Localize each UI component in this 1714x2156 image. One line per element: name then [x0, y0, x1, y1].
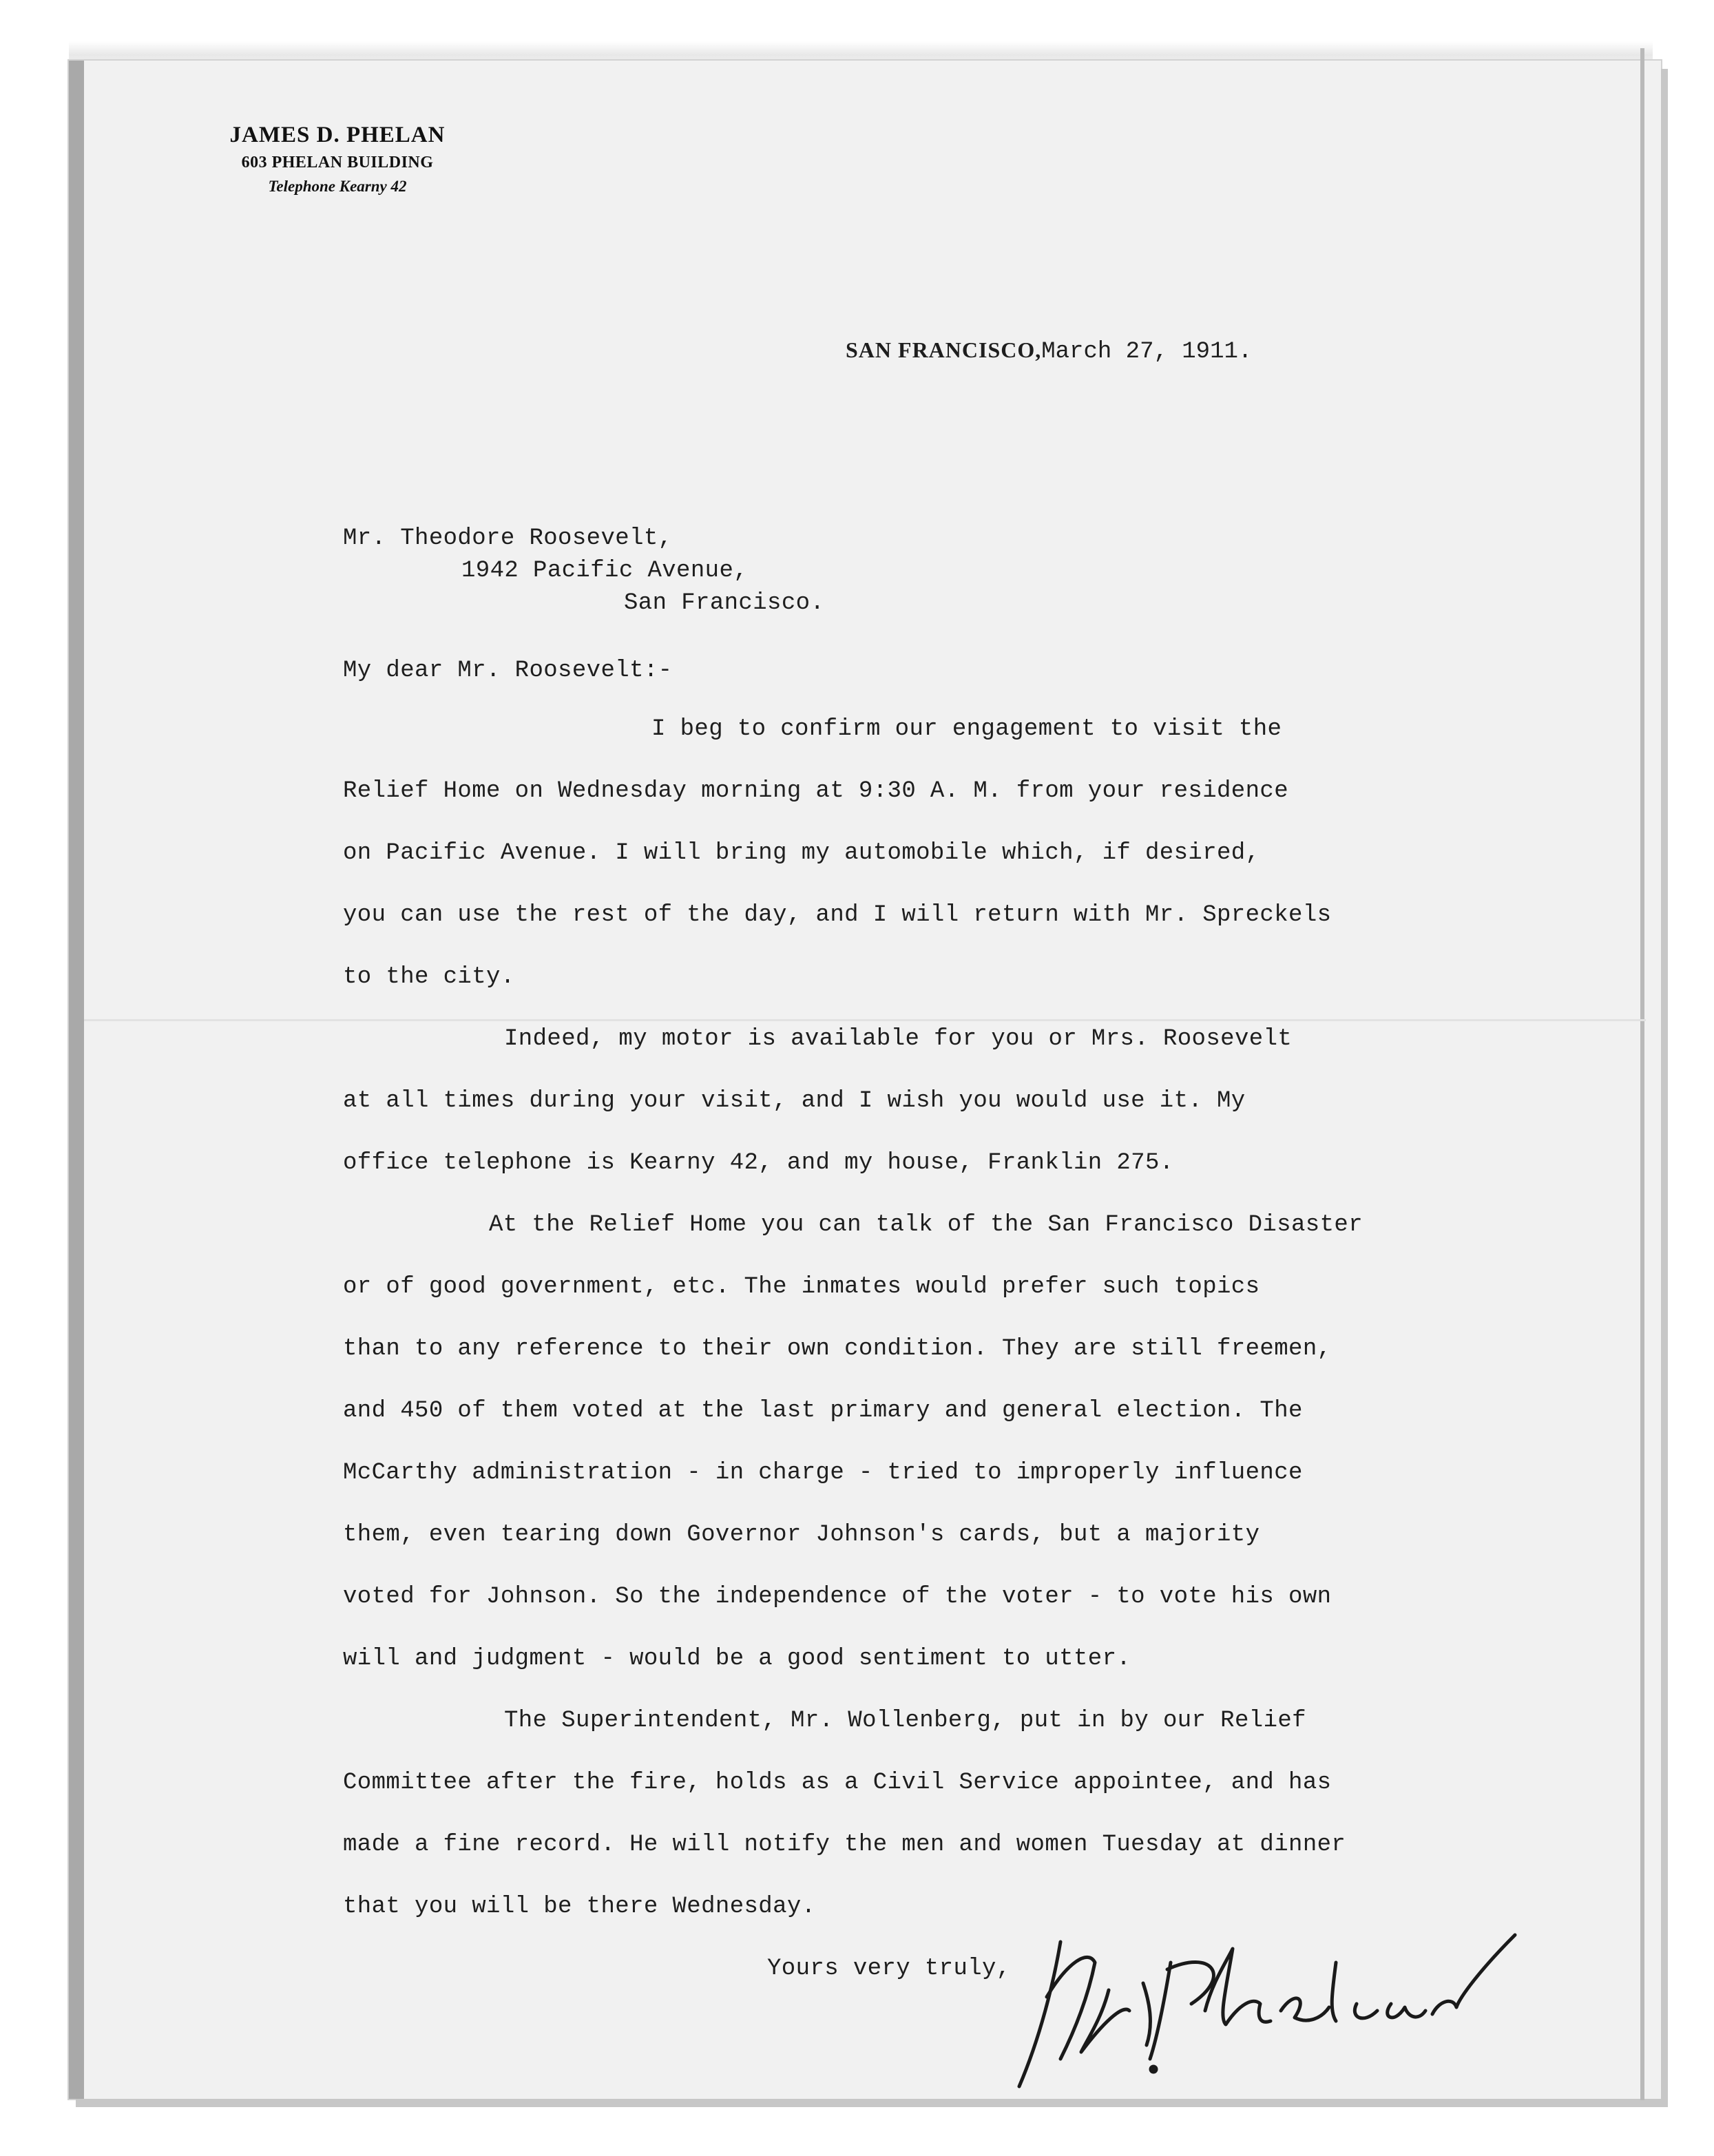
letterhead [179, 123, 496, 196]
paragraph-line: you can use the rest of the day, and I will return with Mr. Spreckels [343, 902, 1332, 928]
paragraph-line: Relief Home on Wednesday morning at 9:30 A. M. from your residence [343, 778, 1289, 804]
address-line: 1942 Pacific Avenue, [461, 558, 749, 584]
paragraph-line: At the Relief Home you can talk of the San Francisco Disaster [489, 1212, 1363, 1238]
dateline [846, 337, 1252, 365]
paragraph-line: that you will be there Wednesday. [343, 1894, 816, 1920]
handwritten-signature [1005, 1921, 1529, 2100]
paragraph-line: office telephone is Kearny 42, and my house, Franklin 275. [343, 1150, 1174, 1176]
paragraph-line: The Superintendent, Mr. Wollenberg, put in by our Relief [504, 1708, 1306, 1734]
letterhead-telephone: Telephone Kearny 42 [268, 178, 407, 195]
paragraph-line: McCarthy administration - in charge - tried to improperly influence [343, 1460, 1303, 1486]
paragraph-line: than to any reference to their own condition. They are still freemen, [343, 1336, 1332, 1362]
paragraph-line: to the city. [343, 964, 515, 990]
dateline-city: SAN FRANCISCO, [846, 337, 1042, 362]
paragraph-line: or of good government, etc. The inmates would prefer such topics [343, 1274, 1260, 1300]
paragraph-line: on Pacific Avenue. I will bring my automobile which, if desired, [343, 840, 1260, 866]
signature-drawing [1005, 1921, 1529, 2100]
sheet-right-edge [1640, 48, 1644, 2100]
closing: Yours very truly, [767, 1956, 1011, 1982]
dateline-date: March 27, 1911. [1041, 339, 1253, 365]
paragraph-line: at all times during your visit, and I wish you would use it. My [343, 1088, 1246, 1114]
paper-fold-crease [84, 1019, 1646, 1021]
paragraph-line: Committee after the fire, holds as a Civil Service appointee, and has [343, 1770, 1332, 1796]
salutation: My dear Mr. Roosevelt:- [343, 658, 673, 684]
paragraph-line: voted for Johnson. So the independence of the voter - to vote his own [343, 1584, 1332, 1610]
paragraph-line: and 450 of them voted at the last primary and general election. The [343, 1398, 1303, 1424]
paragraph-line: them, even tearing down Governor Johnson's cards, but a majority [343, 1522, 1260, 1548]
address-line: San Francisco. [624, 590, 825, 616]
paragraph-line: Indeed, my motor is available for you or Mrs. Roosevelt [504, 1026, 1293, 1052]
letterhead-building: 603 PHELAN BUILDING [241, 154, 434, 171]
letterhead-name: JAMES D. PHELAN [229, 123, 446, 147]
paragraph-line: I beg to confirm our engagement to visit the [651, 716, 1282, 742]
address-line: Mr. Theodore Roosevelt, [343, 525, 673, 552]
paragraph-line: made a fine record. He will notify the men and women Tuesday at dinner [343, 1832, 1346, 1858]
paragraph-line: will and judgment - would be a good sentiment to utter. [343, 1646, 1131, 1672]
